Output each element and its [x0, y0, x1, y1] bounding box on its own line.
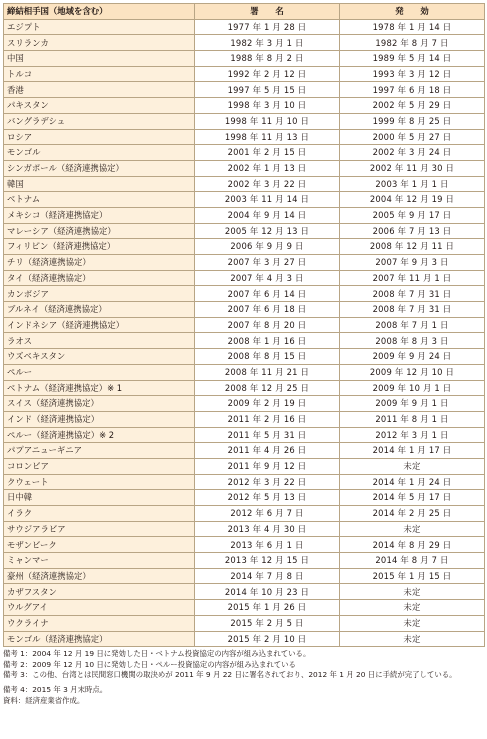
table-row: [4, 160, 485, 176]
signed-date-cell: 2002 年 3 月 22 日: [195, 176, 340, 192]
table-row: [4, 255, 485, 271]
note-text: 2015 年 3 月末時点。: [32, 684, 108, 694]
table-row: [4, 51, 485, 67]
effective-date-cell: 2015 年 1 月 15 日: [340, 568, 485, 584]
country-cell: カザフスタン: [4, 584, 195, 600]
signed-date-cell: 2007 年 3 月 27 日: [195, 255, 340, 271]
country-cell: スリランカ: [4, 35, 195, 51]
table-row: [4, 129, 485, 145]
effective-date-cell: 未定: [340, 615, 485, 631]
effective-date-cell: 2008 年 8 月 3 日: [340, 333, 485, 349]
table-row: [4, 35, 485, 51]
signed-date-cell: 2006 年 9 月 9 日: [195, 239, 340, 255]
signed-date-cell: 2015 年 2 月 5 日: [195, 615, 340, 631]
effective-date-cell: 2009 年 9 月 1 日: [340, 396, 485, 412]
country-cell: チリ（経済連携協定）: [4, 255, 195, 271]
effective-date-cell: 2002 年 11 月 30 日: [340, 160, 485, 176]
signed-date-cell: 2007 年 6 月 14 日: [195, 286, 340, 302]
signed-date-cell: 2004 年 9 月 14 日: [195, 207, 340, 223]
country-cell: ウクライナ: [4, 615, 195, 631]
signed-date-cell: 2008 年 1 月 16 日: [195, 333, 340, 349]
effective-date-cell: 2014 年 8 月 7 日: [340, 553, 485, 569]
note-text: 経済産業省作成。: [25, 695, 85, 705]
country-cell: 豪州（経済連携協定）: [4, 568, 195, 584]
country-cell: 韓国: [4, 176, 195, 192]
signed-date-cell: 1998 年 11 月 10 日: [195, 113, 340, 129]
effective-date-cell: 2002 年 5 月 29 日: [340, 98, 485, 114]
signed-date-cell: 2012 年 3 月 22 日: [195, 474, 340, 490]
country-cell: パキスタン: [4, 98, 195, 114]
country-cell: ベトナム（経済連携協定）※ 1: [4, 380, 195, 396]
country-cell: モンゴル: [4, 145, 195, 161]
country-cell: インドネシア（経済連携協定）: [4, 317, 195, 333]
signed-date-cell: 1997 年 5 月 15 日: [195, 82, 340, 98]
effective-date-cell: 1989 年 5 月 14 日: [340, 51, 485, 67]
signed-date-cell: 2008 年 12 月 25 日: [195, 380, 340, 396]
signed-date-cell: 2011 年 2 月 16 日: [195, 411, 340, 427]
effective-date-cell: 未定: [340, 521, 485, 537]
effective-date-cell: 2008 年 7 月 31 日: [340, 286, 485, 302]
signed-date-cell: 2013 年 4 月 30 日: [195, 521, 340, 537]
table-row: [4, 506, 485, 522]
note-text: 2009 年 12 月 10 日に発効した日・ペルー投資協定の内容が組み込まれている: [32, 659, 296, 669]
effective-date-cell: 2007 年 9 月 3 日: [340, 255, 485, 271]
table-row: [4, 82, 485, 98]
effective-date-cell: 2009 年 10 月 1 日: [340, 380, 485, 396]
effective-date-cell: 未定: [340, 631, 485, 647]
effective-date-cell: 2014 年 2 月 25 日: [340, 506, 485, 522]
table-row: [4, 474, 485, 490]
signed-date-cell: 2007 年 6 月 18 日: [195, 302, 340, 318]
effective-date-cell: 2014 年 8 月 29 日: [340, 537, 485, 553]
country-cell: ブルネイ（経済連携協定）: [4, 302, 195, 318]
effective-date-cell: 2003 年 1 月 1 日: [340, 176, 485, 192]
country-cell: 香港: [4, 82, 195, 98]
table-row: [4, 427, 485, 443]
signed-date-cell: 2014 年 10 月 23 日: [195, 584, 340, 600]
table-row: [4, 443, 485, 459]
country-cell: ペルー: [4, 364, 195, 380]
signed-date-cell: 2002 年 1 月 13 日: [195, 160, 340, 176]
country-cell: ラオス: [4, 333, 195, 349]
table-row: [4, 553, 485, 569]
note-item: [3, 696, 484, 707]
effective-date-cell: 2008 年 12 月 11 日: [340, 239, 485, 255]
signed-date-cell: 2014 年 7 月 8 日: [195, 568, 340, 584]
effective-date-cell: 1993 年 3 月 12 日: [340, 66, 485, 82]
table-row: [4, 411, 485, 427]
table-row: [4, 176, 485, 192]
country-cell: バングラデシュ: [4, 113, 195, 129]
table-row: [4, 521, 485, 537]
country-cell: エジプト: [4, 19, 195, 35]
country-cell: カンボジア: [4, 286, 195, 302]
effective-date-cell: 2009 年 12 月 10 日: [340, 364, 485, 380]
country-cell: マレーシア（経済連携協定）: [4, 223, 195, 239]
effective-date-cell: 1999 年 8 月 25 日: [340, 113, 485, 129]
table-row: [4, 333, 485, 349]
header-effective: 発 効: [340, 4, 485, 20]
country-cell: インド（経済連携協定）: [4, 411, 195, 427]
country-cell: メキシコ（経済連携協定）: [4, 207, 195, 223]
effective-date-cell: 未定: [340, 584, 485, 600]
table-row: [4, 145, 485, 161]
signed-date-cell: 2011 年 9 月 12 日: [195, 458, 340, 474]
table-row: [4, 98, 485, 114]
signed-date-cell: 2008 年 11 月 21 日: [195, 364, 340, 380]
country-cell: ウルグアイ: [4, 600, 195, 616]
table-row: [4, 396, 485, 412]
table-row: [4, 490, 485, 506]
table-row: [4, 458, 485, 474]
treaty-document: [3, 3, 484, 706]
signed-date-cell: 2003 年 11 月 14 日: [195, 192, 340, 208]
note-item: [3, 660, 484, 671]
note-label: 備考 3：: [3, 670, 33, 680]
table-row: [4, 584, 485, 600]
effective-date-cell: 2008 年 7 月 31 日: [340, 302, 485, 318]
note-label: 資料：: [3, 695, 26, 705]
signed-date-cell: 1998 年 11 月 13 日: [195, 129, 340, 145]
signed-date-cell: 1988 年 8 月 2 日: [195, 51, 340, 67]
effective-date-cell: 2005 年 9 月 17 日: [340, 207, 485, 223]
table-row: [4, 19, 485, 35]
note-item: [3, 649, 484, 660]
country-cell: ミャンマー: [4, 553, 195, 569]
signed-date-cell: 2012 年 5 月 13 日: [195, 490, 340, 506]
table-body: [4, 19, 485, 647]
table-row: [4, 349, 485, 365]
country-cell: 日中韓: [4, 490, 195, 506]
effective-date-cell: 2014 年 1 月 17 日: [340, 443, 485, 459]
country-cell: イラク: [4, 506, 195, 522]
note-item: [3, 685, 484, 696]
signed-date-cell: 2011 年 4 月 26 日: [195, 443, 340, 459]
country-cell: ロシア: [4, 129, 195, 145]
table-row: [4, 380, 485, 396]
note-text: この他、台湾とは民間窓口機関の取決めが 2011 年 9 月 22 日に署名されており、2012 年 1 月 20 日に手続が完了している。: [32, 670, 457, 680]
signed-date-cell: 2007 年 4 月 3 日: [195, 270, 340, 286]
table-row: [4, 192, 485, 208]
signed-date-cell: 2008 年 8 月 15 日: [195, 349, 340, 365]
treaty-table: [3, 3, 485, 647]
effective-date-cell: 1997 年 6 月 18 日: [340, 82, 485, 98]
effective-date-cell: 2000 年 5 月 27 日: [340, 129, 485, 145]
effective-date-cell: 2004 年 12 月 19 日: [340, 192, 485, 208]
country-cell: ベトナム: [4, 192, 195, 208]
table-row: [4, 615, 485, 631]
effective-date-cell: 2014 年 1 月 24 日: [340, 474, 485, 490]
effective-date-cell: 2009 年 9 月 24 日: [340, 349, 485, 365]
country-cell: タイ（経済連携協定）: [4, 270, 195, 286]
country-cell: ペルー（経済連携協定）※ 2: [4, 427, 195, 443]
country-cell: トルコ: [4, 66, 195, 82]
table-row: [4, 270, 485, 286]
effective-date-cell: 2014 年 5 月 17 日: [340, 490, 485, 506]
country-cell: フィリピン（経済連携協定）: [4, 239, 195, 255]
signed-date-cell: 1992 年 2 月 12 日: [195, 66, 340, 82]
effective-date-cell: 2006 年 7 月 13 日: [340, 223, 485, 239]
table-row: [4, 600, 485, 616]
country-cell: ウズベキスタン: [4, 349, 195, 365]
note-label: 備考 2：: [3, 659, 33, 669]
signed-date-cell: 1982 年 3 月 1 日: [195, 35, 340, 51]
header-country: 締結相手国（地域を含む）: [4, 4, 195, 20]
effective-date-cell: 2012 年 3 月 1 日: [340, 427, 485, 443]
signed-date-cell: 2015 年 1 月 26 日: [195, 600, 340, 616]
effective-date-cell: 未定: [340, 600, 485, 616]
effective-date-cell: 2007 年 11 月 1 日: [340, 270, 485, 286]
signed-date-cell: 1977 年 1 月 28 日: [195, 19, 340, 35]
signed-date-cell: 2001 年 2 月 15 日: [195, 145, 340, 161]
note-label: 備考 1：: [3, 649, 33, 659]
effective-date-cell: 2008 年 7 月 1 日: [340, 317, 485, 333]
country-cell: パプアニューギニア: [4, 443, 195, 459]
signed-date-cell: 2013 年 6 月 1 日: [195, 537, 340, 553]
signed-date-cell: 2013 年 12 月 15 日: [195, 553, 340, 569]
effective-date-cell: 1978 年 1 月 14 日: [340, 19, 485, 35]
country-cell: モンゴル（経済連携協定）: [4, 631, 195, 647]
table-row: [4, 286, 485, 302]
effective-date-cell: 2011 年 8 月 1 日: [340, 411, 485, 427]
country-cell: コロンビア: [4, 458, 195, 474]
signed-date-cell: 2009 年 2 月 19 日: [195, 396, 340, 412]
table-row: [4, 66, 485, 82]
signed-date-cell: 1998 年 3 月 10 日: [195, 98, 340, 114]
note-label: 備考 4：: [3, 684, 33, 694]
signed-date-cell: 2007 年 8 月 20 日: [195, 317, 340, 333]
notes-section: [3, 649, 484, 706]
table-row: [4, 364, 485, 380]
country-cell: クウェート: [4, 474, 195, 490]
header-signed: 署 名: [195, 4, 340, 20]
table-row: [4, 207, 485, 223]
table-row: [4, 631, 485, 647]
signed-date-cell: 2011 年 5 月 31 日: [195, 427, 340, 443]
effective-date-cell: 未定: [340, 458, 485, 474]
effective-date-cell: 2002 年 3 月 24 日: [340, 145, 485, 161]
signed-date-cell: 2015 年 2 月 10 日: [195, 631, 340, 647]
country-cell: スイス（経済連携協定）: [4, 396, 195, 412]
note-text: 2004 年 12 月 19 日に発効した日・ベトナム投資協定の内容が組み込まれている。: [32, 649, 311, 659]
signed-date-cell: 2012 年 6 月 7 日: [195, 506, 340, 522]
country-cell: モザンビーク: [4, 537, 195, 553]
table-row: [4, 317, 485, 333]
country-cell: サウジアラビア: [4, 521, 195, 537]
table-row: [4, 302, 485, 318]
note-item: [3, 670, 484, 681]
table-header-row: [4, 4, 485, 20]
table-row: [4, 239, 485, 255]
country-cell: シンガポール（経済連携協定）: [4, 160, 195, 176]
signed-date-cell: 2005 年 12 月 13 日: [195, 223, 340, 239]
country-cell: 中国: [4, 51, 195, 67]
effective-date-cell: 1982 年 8 月 7 日: [340, 35, 485, 51]
table-row: [4, 568, 485, 584]
table-row: [4, 537, 485, 553]
table-row: [4, 113, 485, 129]
table-row: [4, 223, 485, 239]
